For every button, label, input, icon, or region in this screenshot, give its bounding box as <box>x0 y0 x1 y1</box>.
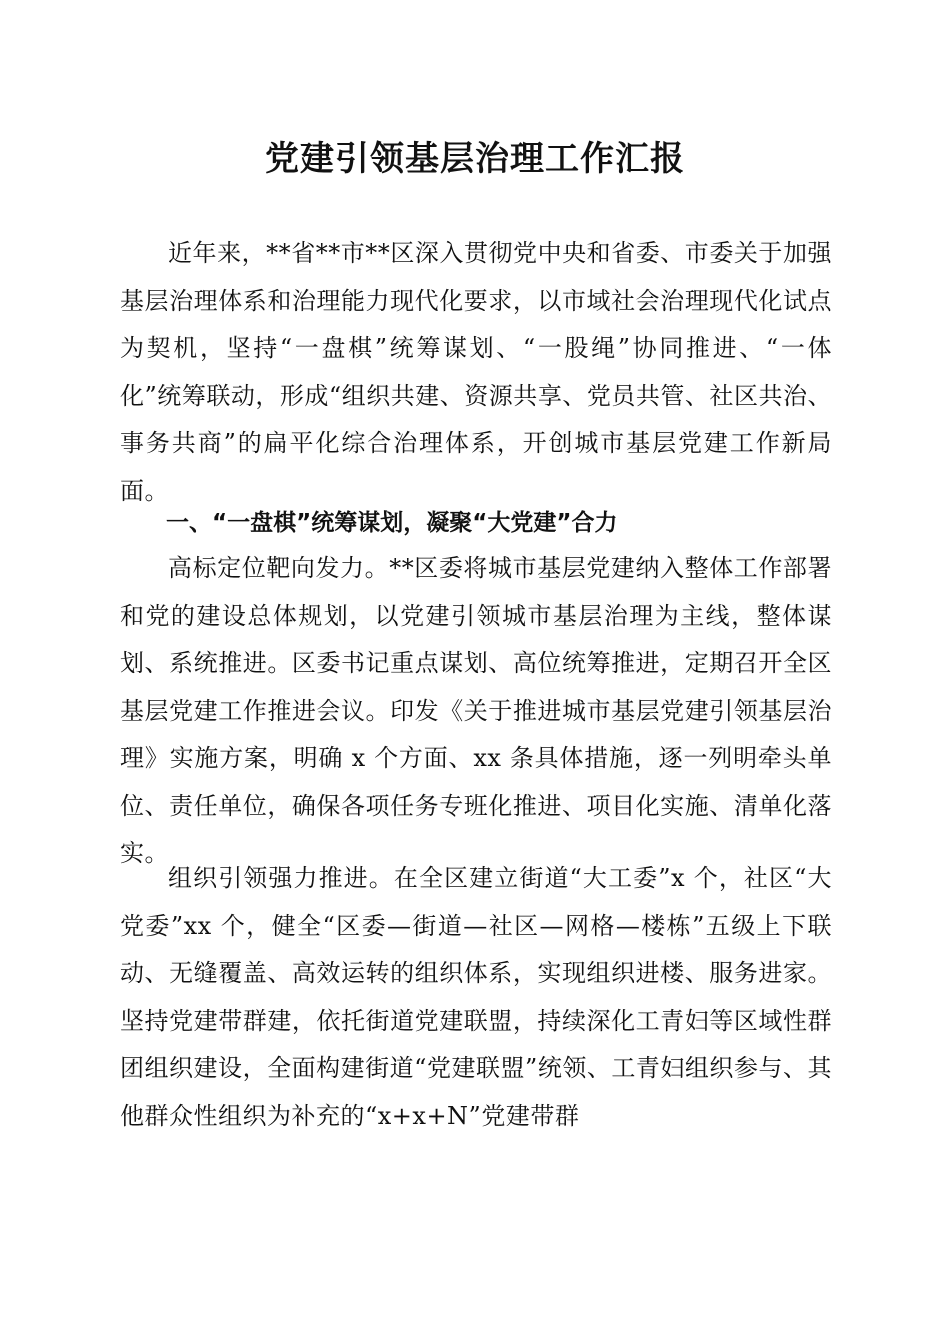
section-heading-1: 一、“一盘棋”统筹谋划，凝聚“大党建”合力 <box>166 510 618 536</box>
section1-paragraph-1: 高标定位靶向发力。**区委将城市基层党建纳入整体工作部署和党的建设总体规划，以党建引领城市基层治理为主线，整体谋划、系统推进。区委书记重点谋划、高位统筹推进，定期召开全区基层党建工作推进会议。印发《关于推进城市基层党建引领基层治理》实施方案，明确 x 个方面、xx 条具体措施，逐一列明牵头单位、责任单位，确保各项任务专班化推进、项目化实施、清单化落实。 <box>120 554 832 867</box>
section1-paragraph-2: 组织引领强力推进。在全区建立街道“大工委”x 个，社区“大党委”xx 个，健全“区委—街道—社区—网格—楼栋”五级上下联动、无缝覆盖、高效运转的组织体系，实现组织进楼、服务进家。坚持党建带群建，依托街道党建联盟，持续深化工青妇等区域性群团组织建设，全面构建街道“党建联盟”统领、工青妇组织参与、其他群众性组织为补充的“x+x+N”党建带群 <box>120 864 832 1130</box>
intro-paragraph: 近年来，**省**市**区深入贯彻党中央和省委、市委关于加强基层治理体系和治理能力现代化要求，以市域社会治理现代化试点为契机，坚持“一盘棋”统筹谋划、“一股绳”协同推进、“一体化”统筹联动，形成“组织共建、资源共享、党员共管、社区共治、事务共商”的扁平化综合治理体系，开创城市基层党建工作新局面。 <box>120 239 832 505</box>
document-title: 党建引领基层治理工作汇报 <box>265 139 685 179</box>
